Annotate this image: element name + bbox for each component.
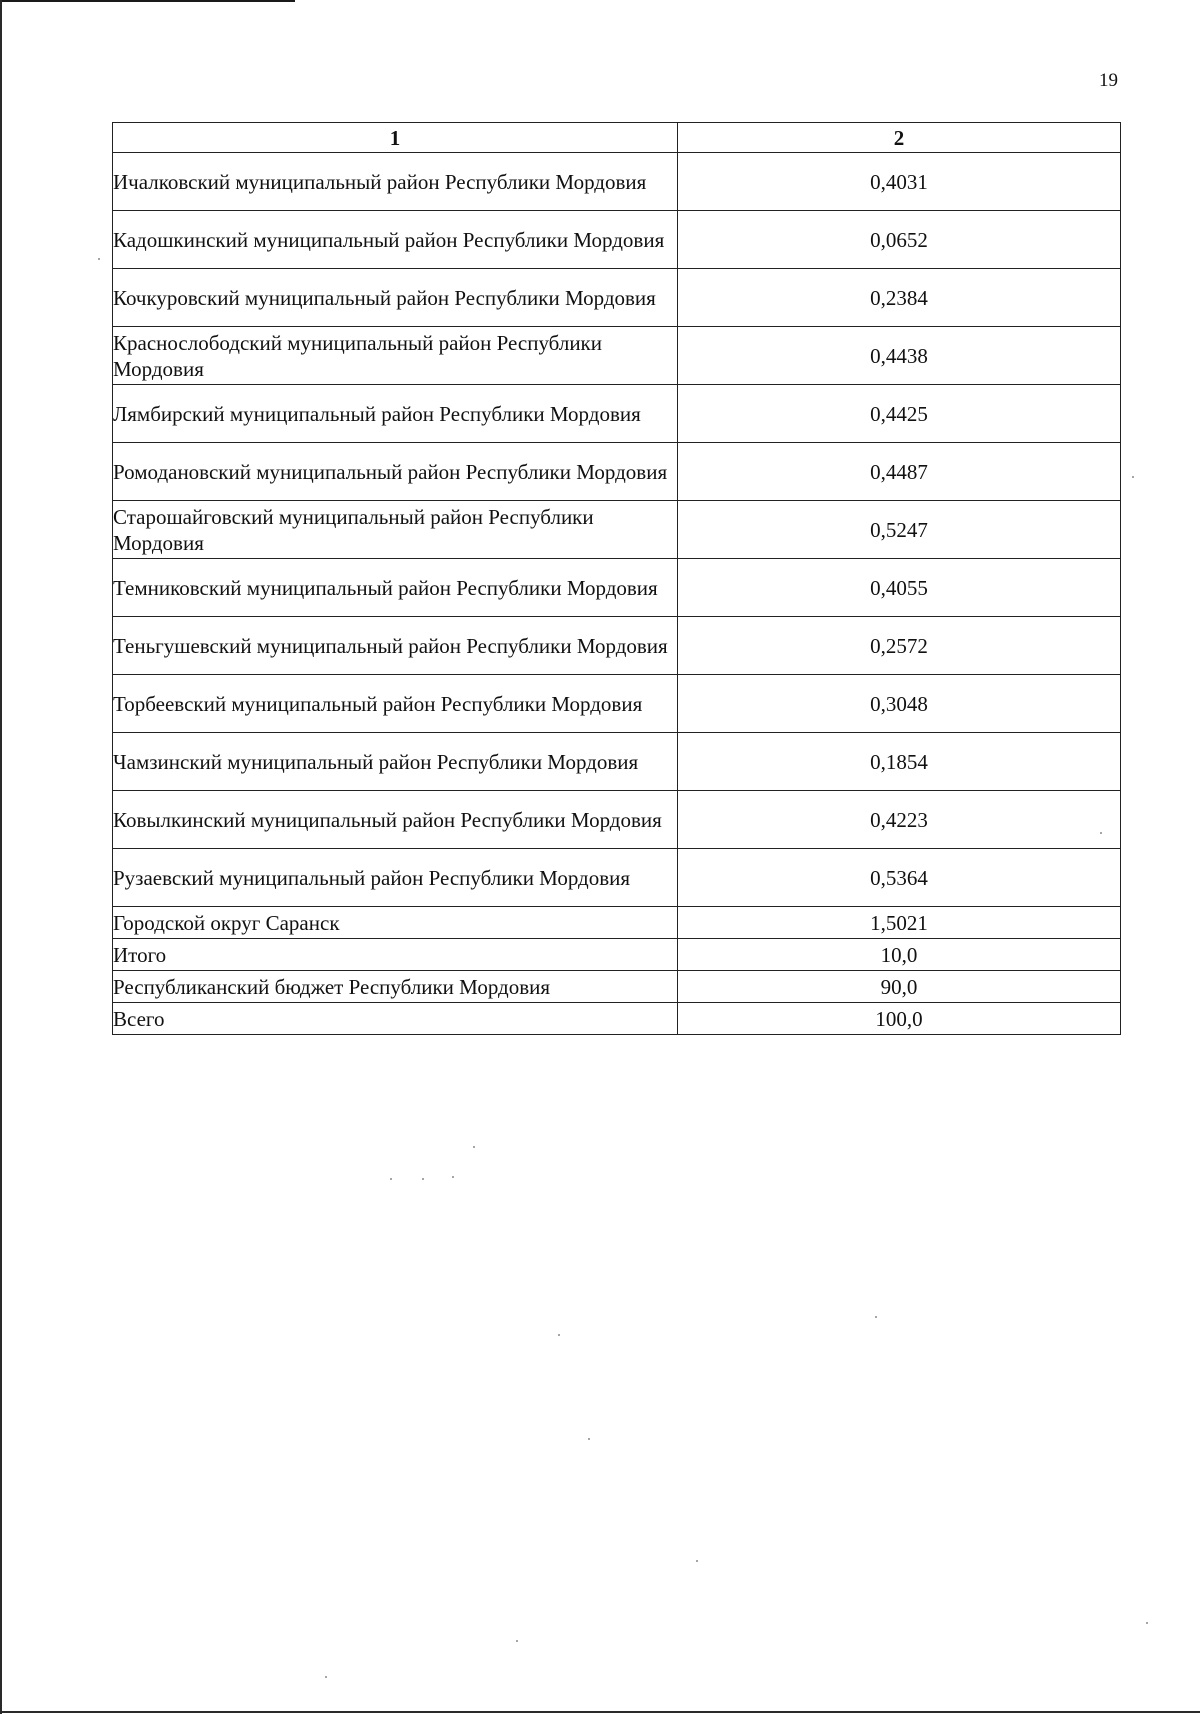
table-row [113,153,1121,211]
row-value: 10,0 [678,939,1121,971]
row-name: Краснослободский муниципальный район Республики Мордовия [113,327,678,385]
scan-speck [452,1176,454,1178]
row-name: Республиканский бюджет Республики Мордовия [113,971,678,1003]
table-row [113,501,1121,559]
row-value: 0,5364 [678,849,1121,907]
table-row [113,617,1121,675]
row-name: Городской округ Саранск [113,907,678,939]
scan-speck [422,1178,424,1180]
table-row [113,733,1121,791]
scan-speck [516,1640,518,1642]
table-row [113,211,1121,269]
row-name: Ромодановский муниципальный район Республики Мордовия [113,443,678,501]
row-name: Всего [113,1003,678,1035]
table-row [113,443,1121,501]
row-value: 0,1854 [678,733,1121,791]
table-row [113,971,1121,1003]
row-value: 1,5021 [678,907,1121,939]
total-row [113,939,1121,971]
row-value: 0,4438 [678,327,1121,385]
row-value: 0,0652 [678,211,1121,269]
row-name: Чамзинский муниципальный район Республики Мордовия [113,733,678,791]
row-name: Лямбирский муниципальный район Республики Мордовия [113,385,678,443]
row-value: 0,2572 [678,617,1121,675]
scan-border-top [0,0,295,2]
row-value: 0,4223 [678,791,1121,849]
table-row [113,269,1121,327]
row-name: Ковылкинский муниципальный район Республики Мордовия [113,791,678,849]
row-value: 0,2384 [678,269,1121,327]
scan-speck [696,1560,698,1562]
row-value: 100,0 [678,1003,1121,1035]
row-name: Темниковский муниципальный район Республики Мордовия [113,559,678,617]
row-name: Торбеевский муниципальный район Республики Мордовия [113,675,678,733]
row-value: 0,4487 [678,443,1121,501]
table-header-row [113,123,1121,153]
row-name: Итого [113,939,678,971]
page-number: 19 [1099,70,1118,91]
table-row [113,559,1121,617]
scan-speck [1146,1622,1148,1624]
scan-speck [325,1676,327,1678]
table-row [113,675,1121,733]
table-row [113,791,1121,849]
row-name: Старошайговский муниципальный район Республики Мордовия [113,501,678,559]
scan-speck [390,1178,392,1180]
row-value: 0,3048 [678,675,1121,733]
scan-speck [588,1438,590,1440]
column-header-1: 1 [113,123,678,153]
grand-total-row [113,1003,1121,1035]
row-name: Кочкуровский муниципальный район Республики Мордовия [113,269,678,327]
row-name: Ичалковский муниципальный район Республики Мордовия [113,153,678,211]
scan-speck [1132,476,1134,478]
distribution-table [112,122,1121,1035]
column-header-2: 2 [678,123,1121,153]
row-value: 90,0 [678,971,1121,1003]
row-value: 0,4055 [678,559,1121,617]
scan-speck [98,258,100,260]
scan-speck [1100,832,1102,834]
scan-speck [558,1334,560,1336]
scan-border-left [0,0,2,1714]
table-row [113,385,1121,443]
row-name: Кадошкинский муниципальный район Республики Мордовия [113,211,678,269]
row-value: 0,4031 [678,153,1121,211]
row-name: Теньгушевский муниципальный район Республики Мордовия [113,617,678,675]
scan-border-bottom [0,1711,1200,1713]
row-name: Рузаевский муниципальный район Республики Мордовия [113,849,678,907]
scan-speck [875,1316,877,1318]
row-value: 0,4425 [678,385,1121,443]
row-value: 0,5247 [678,501,1121,559]
table-row [113,327,1121,385]
table-row [113,907,1121,939]
scan-speck [473,1146,475,1148]
table-row [113,849,1121,907]
